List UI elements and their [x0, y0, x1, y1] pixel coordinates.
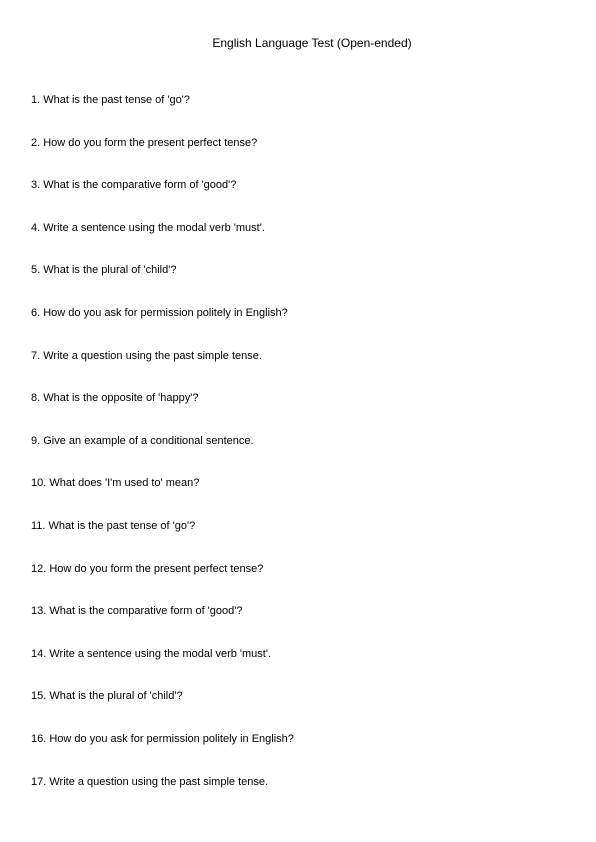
question-item: 2. How do you form the present perfect tense? [31, 136, 258, 149]
question-item: 4. Write a sentence using the modal verb 'must'. [31, 221, 265, 234]
question-item: 16. How do you ask for permission politely in English? [31, 732, 294, 745]
question-item: 15. What is the plural of 'child'? [31, 690, 183, 703]
question-item: 7. Write a question using the past simple tense. [31, 349, 262, 362]
question-item: 11. What is the past tense of 'go'? [31, 519, 196, 532]
question-item: 1. What is the past tense of 'go'? [31, 94, 190, 106]
question-item: 8. What is the opposite of 'happy'? [31, 392, 199, 405]
question-item: 6. How do you ask for permission politely in English? [31, 306, 288, 319]
page-title: English Language Test (Open-ended) [212, 36, 412, 50]
question-item: 5. What is the plural of 'child'? [31, 264, 177, 277]
question-list [31, 93, 294, 817]
question-item: 3. What is the comparative form of 'good'? [31, 179, 237, 192]
question-item: 14. Write a sentence using the modal verb 'must'. [31, 647, 272, 660]
question-item: 10. What does 'I'm used to' mean? [31, 477, 200, 490]
question-item: 17. Write a question using the past simple tense. [31, 775, 269, 788]
question-item: 9. Give an example of a conditional sentence. [31, 434, 254, 447]
question-item: 12. How do you form the present perfect tense? [31, 562, 264, 575]
question-item: 13. What is the comparative form of 'good'? [31, 605, 243, 618]
